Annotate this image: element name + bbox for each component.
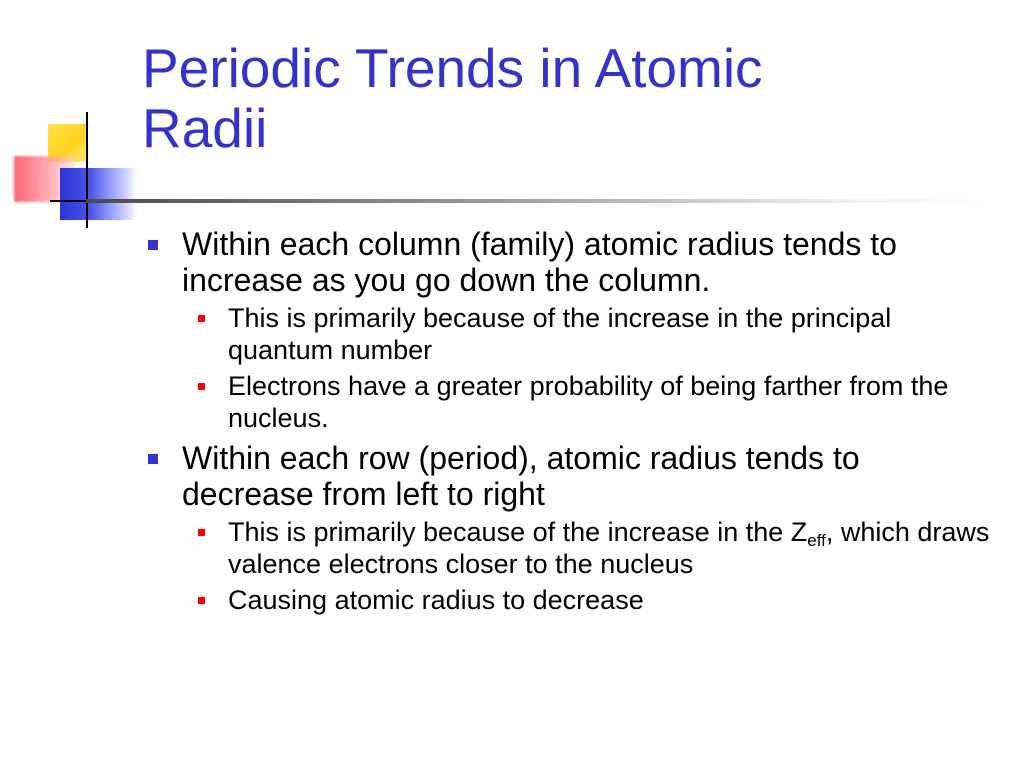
slide-title (142, 38, 1002, 158)
logo-blue-square (60, 168, 136, 220)
small-square-bullet-icon (198, 383, 205, 390)
sub-bullet-2-1 (146, 516, 996, 580)
square-bullet-icon (148, 240, 158, 250)
sub-bullet-1-2-text: Electrons have a greater probability of being farther from the nucleus. (228, 371, 949, 433)
sub-bullet-2-1-text-after: , which draws valence electrons closer to the nucleus (228, 517, 990, 579)
slide-title-line-1: Periodic Trends in Atomic (142, 37, 763, 99)
slide-title-line-2: Radii (142, 97, 268, 159)
bullet-point-1-text: Within each column (family) atomic radius tends to increase as you go down the column. (182, 226, 897, 298)
bullet-point-2 (146, 440, 996, 512)
small-square-bullet-icon (198, 597, 205, 604)
zeff-subscript: eff (807, 531, 826, 550)
small-square-bullet-icon (198, 315, 205, 322)
bullet-point-2-text: Within each row (period), atomic radius tends to decrease from left to right (182, 440, 860, 512)
sub-bullet-2-2-text: Causing atomic radius to decrease (228, 585, 644, 615)
sub-bullet-2-1-text-before: This is primarily because of the increase in the Z (228, 517, 808, 547)
logo-vertical-line (86, 112, 88, 228)
square-bullet-icon (148, 454, 158, 464)
bullet-point-1 (146, 226, 996, 298)
slide-body (146, 226, 996, 620)
small-square-bullet-icon (198, 529, 205, 536)
sub-bullet-1-2 (146, 370, 996, 434)
title-divider (86, 199, 986, 203)
sub-bullet-1-1-text: This is primarily because of the increase in the principal quantum number (228, 303, 892, 365)
sub-bullet-2-2 (146, 584, 996, 616)
sub-bullet-1-1 (146, 302, 996, 366)
